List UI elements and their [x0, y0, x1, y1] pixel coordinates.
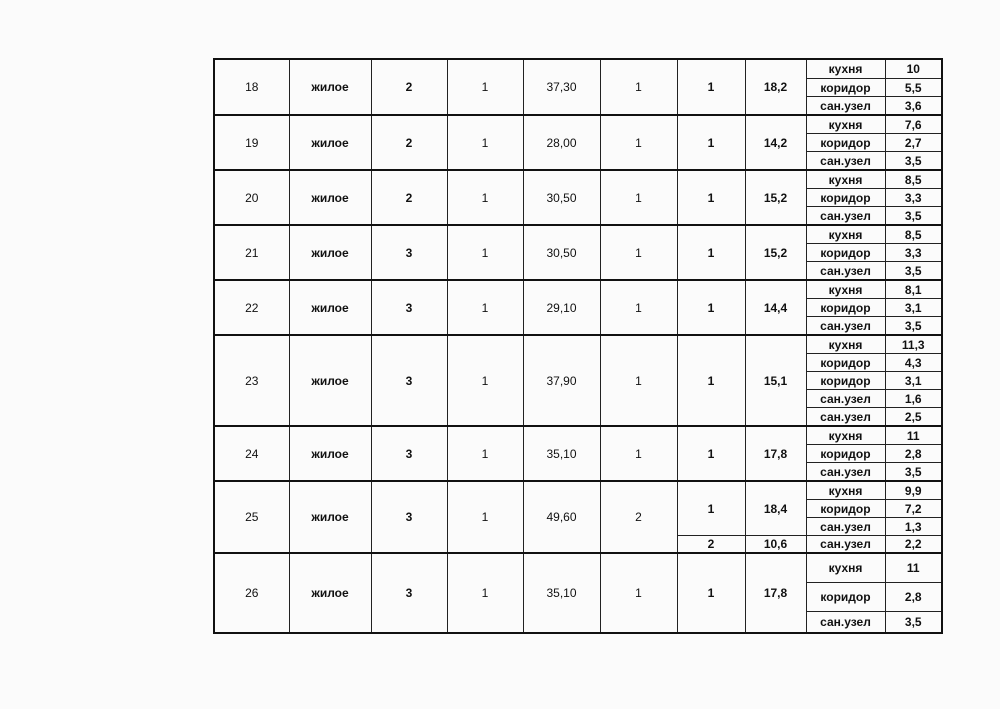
auxiliary-room-name: сан.узел [806, 390, 885, 408]
floor-number: 3 [371, 426, 447, 481]
apartment-number: 24 [214, 426, 289, 481]
table-row [214, 170, 942, 225]
premises-type: жилое [289, 335, 371, 426]
premises-type: жилое [289, 280, 371, 335]
room-number: 1 [677, 426, 745, 481]
total-area: 30,50 [523, 170, 600, 225]
auxiliary-room-name: кухня [806, 481, 885, 500]
auxiliary-room-area: 3,1 [885, 372, 942, 390]
auxiliary-room-name: сан.узел [806, 536, 885, 554]
auxiliary-room-area: 7,2 [885, 500, 942, 518]
auxiliary-room-name: сан.узел [806, 463, 885, 482]
premises-type: жилое [289, 225, 371, 280]
auxiliary-room-area: 8,5 [885, 170, 942, 189]
auxiliary-room-area: 8,5 [885, 225, 942, 244]
apartment-table [213, 58, 943, 634]
auxiliary-room-area: 11 [885, 426, 942, 445]
auxiliary-room-name: коридор [806, 79, 885, 97]
floor-number: 3 [371, 280, 447, 335]
apartment-number: 26 [214, 553, 289, 633]
auxiliary-room-area: 3,5 [885, 207, 942, 226]
room-number: 1 [677, 553, 745, 633]
apartment-number: 21 [214, 225, 289, 280]
table-row [214, 225, 942, 280]
auxiliary-room-area: 3,5 [885, 317, 942, 336]
room-number: 1 [677, 335, 745, 426]
auxiliary-room-area: 3,5 [885, 152, 942, 171]
rooms-count: 2 [600, 481, 677, 553]
count-cell: 1 [447, 426, 523, 481]
living-area: 18,4 [745, 481, 806, 536]
total-area: 37,30 [523, 59, 600, 115]
table-row [214, 115, 942, 170]
auxiliary-room-name: сан.узел [806, 408, 885, 427]
auxiliary-room-area: 10 [885, 59, 942, 79]
rooms-count: 1 [600, 59, 677, 115]
living-area: 15,2 [745, 225, 806, 280]
apartment-number: 19 [214, 115, 289, 170]
rooms-count: 1 [600, 280, 677, 335]
table-row [214, 553, 942, 633]
auxiliary-room-name: кухня [806, 280, 885, 299]
rooms-count: 1 [600, 335, 677, 426]
auxiliary-room-name: сан.узел [806, 518, 885, 536]
auxiliary-room-area: 5,5 [885, 79, 942, 97]
premises-type: жилое [289, 481, 371, 553]
auxiliary-room-name: коридор [806, 354, 885, 372]
premises-type: жилое [289, 426, 371, 481]
rooms-count: 1 [600, 225, 677, 280]
room-number: 1 [677, 59, 745, 115]
living-area: 17,8 [745, 426, 806, 481]
auxiliary-room-name: коридор [806, 500, 885, 518]
auxiliary-room-name: коридор [806, 372, 885, 390]
auxiliary-room-area: 2,7 [885, 134, 942, 152]
auxiliary-room-area: 1,6 [885, 390, 942, 408]
auxiliary-room-area: 9,9 [885, 481, 942, 500]
count-cell: 1 [447, 280, 523, 335]
auxiliary-room-area: 7,6 [885, 115, 942, 134]
total-area: 35,10 [523, 426, 600, 481]
count-cell: 1 [447, 59, 523, 115]
auxiliary-room-area: 3,1 [885, 299, 942, 317]
auxiliary-room-name: коридор [806, 244, 885, 262]
premises-type: жилое [289, 553, 371, 633]
auxiliary-room-area: 1,3 [885, 518, 942, 536]
auxiliary-room-name: сан.узел [806, 317, 885, 336]
table-row [214, 280, 942, 335]
auxiliary-room-name: кухня [806, 170, 885, 189]
table-row [214, 481, 942, 553]
auxiliary-room-name: кухня [806, 335, 885, 354]
living-area: 10,6 [745, 536, 806, 554]
count-cell: 1 [447, 115, 523, 170]
auxiliary-room-area: 2,8 [885, 445, 942, 463]
table-row [214, 59, 942, 115]
auxiliary-room-name: сан.узел [806, 97, 885, 116]
auxiliary-room-name: сан.узел [806, 612, 885, 634]
count-cell: 1 [447, 553, 523, 633]
auxiliary-room-name: сан.узел [806, 207, 885, 226]
auxiliary-room-name: сан.узел [806, 262, 885, 281]
living-area: 14,2 [745, 115, 806, 170]
floor-number: 3 [371, 481, 447, 553]
total-area: 30,50 [523, 225, 600, 280]
apartment-number: 23 [214, 335, 289, 426]
total-area: 37,90 [523, 335, 600, 426]
auxiliary-room-name: коридор [806, 134, 885, 152]
apartment-number: 18 [214, 59, 289, 115]
rooms-count: 1 [600, 115, 677, 170]
floor-number: 3 [371, 553, 447, 633]
auxiliary-room-area: 3,3 [885, 244, 942, 262]
room-number: 1 [677, 115, 745, 170]
living-area: 17,8 [745, 553, 806, 633]
room-number: 1 [677, 170, 745, 225]
total-area: 49,60 [523, 481, 600, 553]
auxiliary-room-area: 2,5 [885, 408, 942, 427]
auxiliary-room-name: коридор [806, 445, 885, 463]
auxiliary-room-area: 3,5 [885, 463, 942, 482]
living-area: 18,2 [745, 59, 806, 115]
auxiliary-room-name: кухня [806, 553, 885, 583]
premises-type: жилое [289, 170, 371, 225]
auxiliary-room-area: 2,2 [885, 536, 942, 554]
total-area: 35,10 [523, 553, 600, 633]
floor-number: 2 [371, 115, 447, 170]
total-area: 29,10 [523, 280, 600, 335]
auxiliary-room-area: 2,8 [885, 583, 942, 612]
room-number: 1 [677, 280, 745, 335]
auxiliary-room-area: 3,6 [885, 97, 942, 116]
auxiliary-room-area: 3,3 [885, 189, 942, 207]
auxiliary-room-name: кухня [806, 426, 885, 445]
count-cell: 1 [447, 335, 523, 426]
floor-number: 3 [371, 335, 447, 426]
floor-number: 2 [371, 59, 447, 115]
table-row [214, 426, 942, 481]
total-area: 28,00 [523, 115, 600, 170]
auxiliary-room-area: 3,5 [885, 262, 942, 281]
rooms-count: 1 [600, 170, 677, 225]
apartment-number: 20 [214, 170, 289, 225]
living-area: 15,2 [745, 170, 806, 225]
count-cell: 1 [447, 170, 523, 225]
rooms-count: 1 [600, 553, 677, 633]
floor-number: 3 [371, 225, 447, 280]
auxiliary-room-name: сан.узел [806, 152, 885, 171]
premises-type: жилое [289, 59, 371, 115]
apartment-number: 22 [214, 280, 289, 335]
auxiliary-room-area: 11,3 [885, 335, 942, 354]
auxiliary-room-area: 8,1 [885, 280, 942, 299]
auxiliary-room-name: кухня [806, 115, 885, 134]
auxiliary-room-name: коридор [806, 583, 885, 612]
auxiliary-room-name: кухня [806, 225, 885, 244]
auxiliary-room-area: 4,3 [885, 354, 942, 372]
auxiliary-room-name: коридор [806, 189, 885, 207]
table-row [214, 335, 942, 426]
living-area: 14,4 [745, 280, 806, 335]
auxiliary-room-name: коридор [806, 299, 885, 317]
auxiliary-room-name: кухня [806, 59, 885, 79]
living-area: 15,1 [745, 335, 806, 426]
rooms-count: 1 [600, 426, 677, 481]
auxiliary-room-area: 11 [885, 553, 942, 583]
room-number: 1 [677, 225, 745, 280]
count-cell: 1 [447, 225, 523, 280]
premises-type: жилое [289, 115, 371, 170]
room-number: 1 [677, 481, 745, 536]
floor-number: 2 [371, 170, 447, 225]
count-cell: 1 [447, 481, 523, 553]
apartment-number: 25 [214, 481, 289, 553]
auxiliary-room-area: 3,5 [885, 612, 942, 634]
room-number: 2 [677, 536, 745, 554]
